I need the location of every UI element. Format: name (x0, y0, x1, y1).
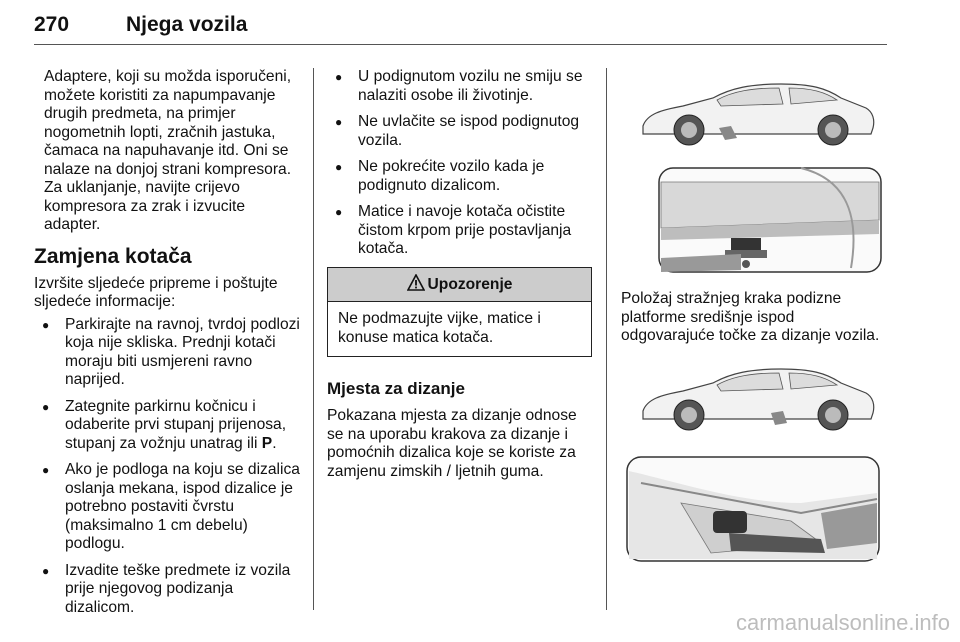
safety-list (327, 68, 592, 259)
section-lead: Izvršite sljedeće pripreme i poštujte sljedeće informacije: (34, 274, 278, 310)
list-item: ● Ne uvlačite se ispod podignutog vozila. (327, 113, 592, 150)
column-divider (313, 68, 314, 610)
list-item: ● Zategnite parkirnu kočnicu i odaberite prvi stupanj prijenosa, stupanj za vožnju unatrag ili P. (34, 398, 304, 454)
subsection-text: Pokazana mjesta za dizanje odnose se na uporabu krakova za dizanje i pomoćnih dizalica koje se koriste za zamjenu zimskih / ljetnih guma. (327, 407, 577, 480)
watermark: carmanualsonline.info (735, 610, 950, 635)
column-left (34, 68, 304, 625)
list-item: ● Parkirajte na ravnoj, tvrdoj podlozi koja nije skliska. Prednji kotači moraju biti usmjereni ravno naprijed. (34, 316, 304, 390)
warning-title: Upozorenje (427, 275, 513, 293)
list-item: ● U podignutom vozilu ne smiju se nalaziti osobe ili životinje. (327, 68, 592, 105)
list-item: ● Matice i navoje kotača očistite čistom krpom prije postavljanja kotača. (327, 203, 592, 259)
intro-paragraph: Adaptere, koji su možda isporučeni, možete koristiti za napumpavanje drugih predmeta, na primjer nogometnih lopti, zračnih jastuka, čamaca na napuhavanje itd. Oni se nalaze na donjoj strani kompresora. Za uklanjanje, navijte crijevo kompresora za zrak i izvucite adapter. (44, 68, 292, 233)
section-heading: Zamjena kotača (34, 244, 192, 268)
figure-rear-lift-arm (621, 68, 886, 276)
list-item: ● Ne pokrećite vozilo kada je podignuto dizalicom. (327, 158, 592, 195)
warning-triangle-icon (407, 274, 425, 297)
page-number: 270 (34, 13, 70, 36)
warning-header (328, 268, 591, 303)
subsection-heading: Mjesta za dizanje (327, 379, 465, 398)
page-title: Njega vozila (126, 13, 248, 36)
column-divider (606, 68, 607, 610)
list-item: ● Izvadite teške predmete iz vozila prije njegovog podizanja dizalicom. (34, 562, 304, 618)
preparation-list (34, 316, 304, 618)
figure-caption: Položaj stražnjeg kraka podizne platforme središnje ispod odgovarajuće točke za dizanje vozila. (621, 290, 880, 344)
list-item: ● Ako je podloga na koju se dizalica oslanja mekana, ispod dizalice je potrebno postaviti čvrstu (maksimalno 1 cm debelu) podlogu. (34, 461, 304, 554)
figure-jack-point (621, 353, 886, 563)
warning-text: Ne podmazujte vijke, matice i konuse matica kotača. (338, 310, 541, 346)
jack-point-illustration (621, 353, 886, 563)
column-middle (327, 68, 592, 481)
warning-box (327, 267, 592, 358)
page-header (34, 10, 887, 45)
car-lift-illustration (621, 68, 886, 276)
